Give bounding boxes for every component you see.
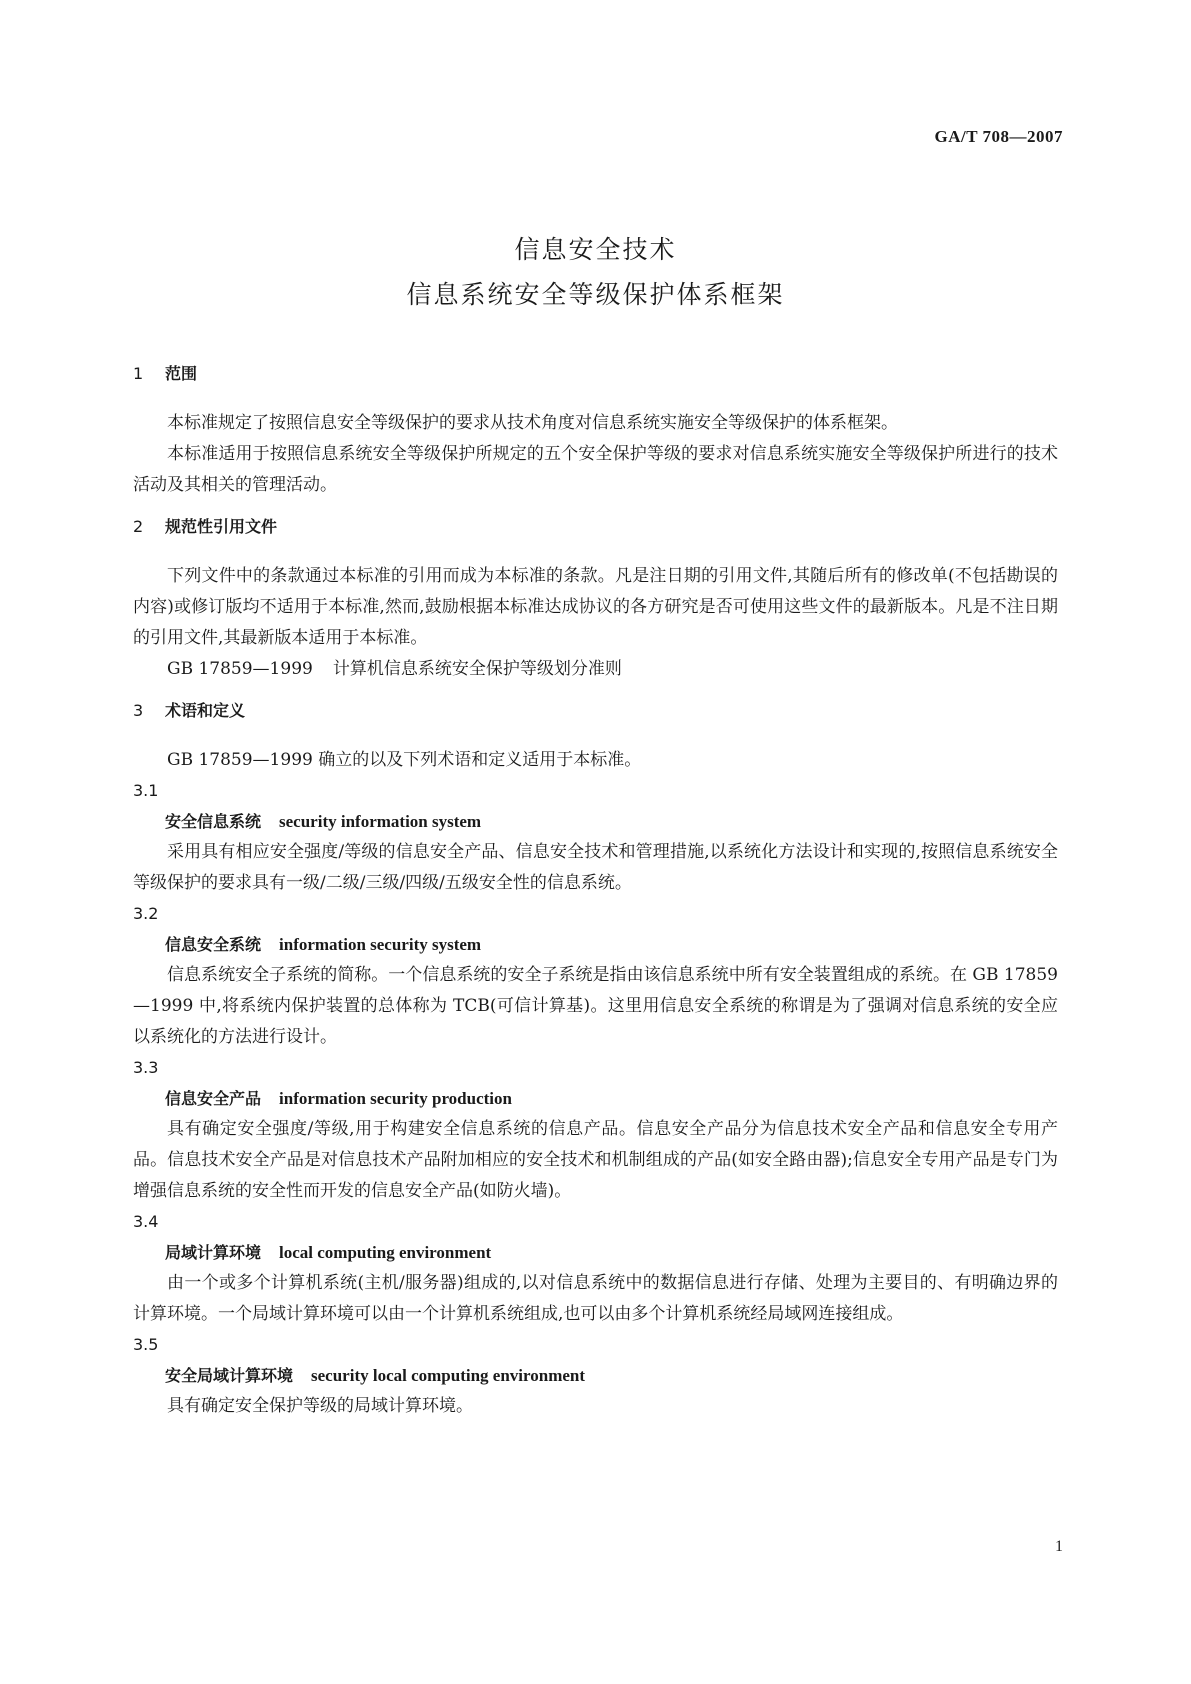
section-heading bbox=[133, 362, 1058, 386]
reference-title: 计算机信息系统安全保护等级划分准则 bbox=[332, 659, 622, 679]
term-definition: 具有确定安全强度/等级,用于构建安全信息系统的信息产品。信息安全产品分为信息技术安全产品和信息安全专用产品。信息技术安全产品是对信息技术产品附加相应的安全技术和机制组成的产品(如安全路由器);信息安全专用产品是专门为增强信息系统的安全性而开发的信息安全产品(如防火墙)。 bbox=[133, 1119, 1058, 1201]
document-body bbox=[133, 362, 1058, 1436]
page-number: 1 bbox=[1055, 1538, 1063, 1555]
term-definition: 采用具有相应安全强度/等级的信息安全产品、信息安全技术和管理措施,以系统化方法设计和实现的,按照信息系统安全等级保护的要求具有一级/二级/三级/四级/五级安全性的信息系统。 bbox=[133, 842, 1058, 893]
term-entry bbox=[133, 1053, 1058, 1207]
term-number: 3.1 bbox=[133, 781, 159, 800]
term-zh: 信息安全系统 bbox=[165, 935, 262, 954]
term-zh: 局域计算环境 bbox=[165, 1243, 262, 1262]
term-name bbox=[133, 1083, 1058, 1114]
term-name bbox=[133, 806, 1058, 837]
section-heading bbox=[133, 699, 1058, 723]
term-zh: 安全信息系统 bbox=[165, 812, 262, 831]
term-en: security information system bbox=[279, 812, 482, 831]
term-entry bbox=[133, 899, 1058, 1053]
term-en: information security production bbox=[279, 1089, 512, 1108]
term-definition: 具有确定安全保护等级的局域计算环境。 bbox=[167, 1396, 473, 1416]
term-zh: 信息安全产品 bbox=[165, 1089, 262, 1108]
term-entry bbox=[133, 1330, 1058, 1422]
paragraph: GB 17859—1999 确立的以及下列术语和定义适用于本标准。 bbox=[167, 750, 642, 770]
section-heading bbox=[133, 515, 1058, 539]
term-definition: 信息系统安全子系统的简称。一个信息系统的安全子系统是指由该信息系统中所有安全装置组成的系统。在 GB 17859—1999 中,将系统内保护装置的总体称为 TCB(可信计算基)。这里用信息安全系统的称谓是为了强调对信息系统的安全应以系统化的方法进行设计。 bbox=[133, 965, 1058, 1047]
term-en: local computing environment bbox=[279, 1243, 492, 1262]
section-normative-references bbox=[133, 515, 1058, 685]
term-number: 3.5 bbox=[133, 1335, 159, 1354]
section-title: 术语和定义 bbox=[165, 701, 246, 720]
term-definition: 由一个或多个计算机系统(主机/服务器)组成的,以对信息系统中的数据信息进行存储、处理为主要目的、有明确边界的计算环境。一个局域计算环境可以由一个计算机系统组成,也可以由多个计算机系统经局域网连接组成。 bbox=[133, 1273, 1058, 1324]
paragraph: 本标准适用于按照信息系统安全等级保护所规定的五个安全保护等级的要求对信息系统实施安全等级保护所进行的技术活动及其相关的管理活动。 bbox=[133, 444, 1058, 495]
reference-code: GB 17859—1999 bbox=[167, 659, 313, 679]
term-name bbox=[133, 1237, 1058, 1268]
reference-entry bbox=[133, 654, 1058, 685]
term-name bbox=[133, 929, 1058, 960]
term-entry bbox=[133, 1207, 1058, 1330]
section-terms-definitions bbox=[133, 699, 1058, 1422]
paragraph: 下列文件中的条款通过本标准的引用而成为本标准的条款。凡是注日期的引用文件,其随后所有的修改单(不包括勘误的内容)或修订版均不适用于本标准,然而,鼓励根据本标准达成协议的各方研究是否可使用这些文件的最新版本。凡是不注日期的引用文件,其最新版本适用于本标准。 bbox=[133, 566, 1058, 648]
standard-code: GA/T 708—2007 bbox=[934, 127, 1063, 146]
document-title-line-1: 信息安全技术 bbox=[514, 235, 677, 264]
term-number: 3.2 bbox=[133, 904, 159, 923]
term-number: 3.4 bbox=[133, 1212, 159, 1231]
section-number: 3 bbox=[133, 701, 144, 720]
term-zh: 安全局域计算环境 bbox=[165, 1366, 294, 1385]
term-en: information security system bbox=[279, 935, 482, 954]
section-number: 2 bbox=[133, 517, 144, 536]
term-entry bbox=[133, 776, 1058, 899]
paragraph: 本标准规定了按照信息安全等级保护的要求从技术角度对信息系统实施安全等级保护的体系框架。 bbox=[167, 413, 898, 433]
term-number: 3.3 bbox=[133, 1058, 159, 1077]
section-scope bbox=[133, 362, 1058, 501]
section-title: 范围 bbox=[165, 364, 198, 383]
section-title: 规范性引用文件 bbox=[165, 517, 278, 536]
section-number: 1 bbox=[133, 364, 144, 383]
term-name bbox=[133, 1360, 1058, 1391]
document-title-line-2: 信息系统安全等级保护体系框架 bbox=[406, 280, 785, 309]
term-en: security local computing environment bbox=[311, 1366, 586, 1385]
